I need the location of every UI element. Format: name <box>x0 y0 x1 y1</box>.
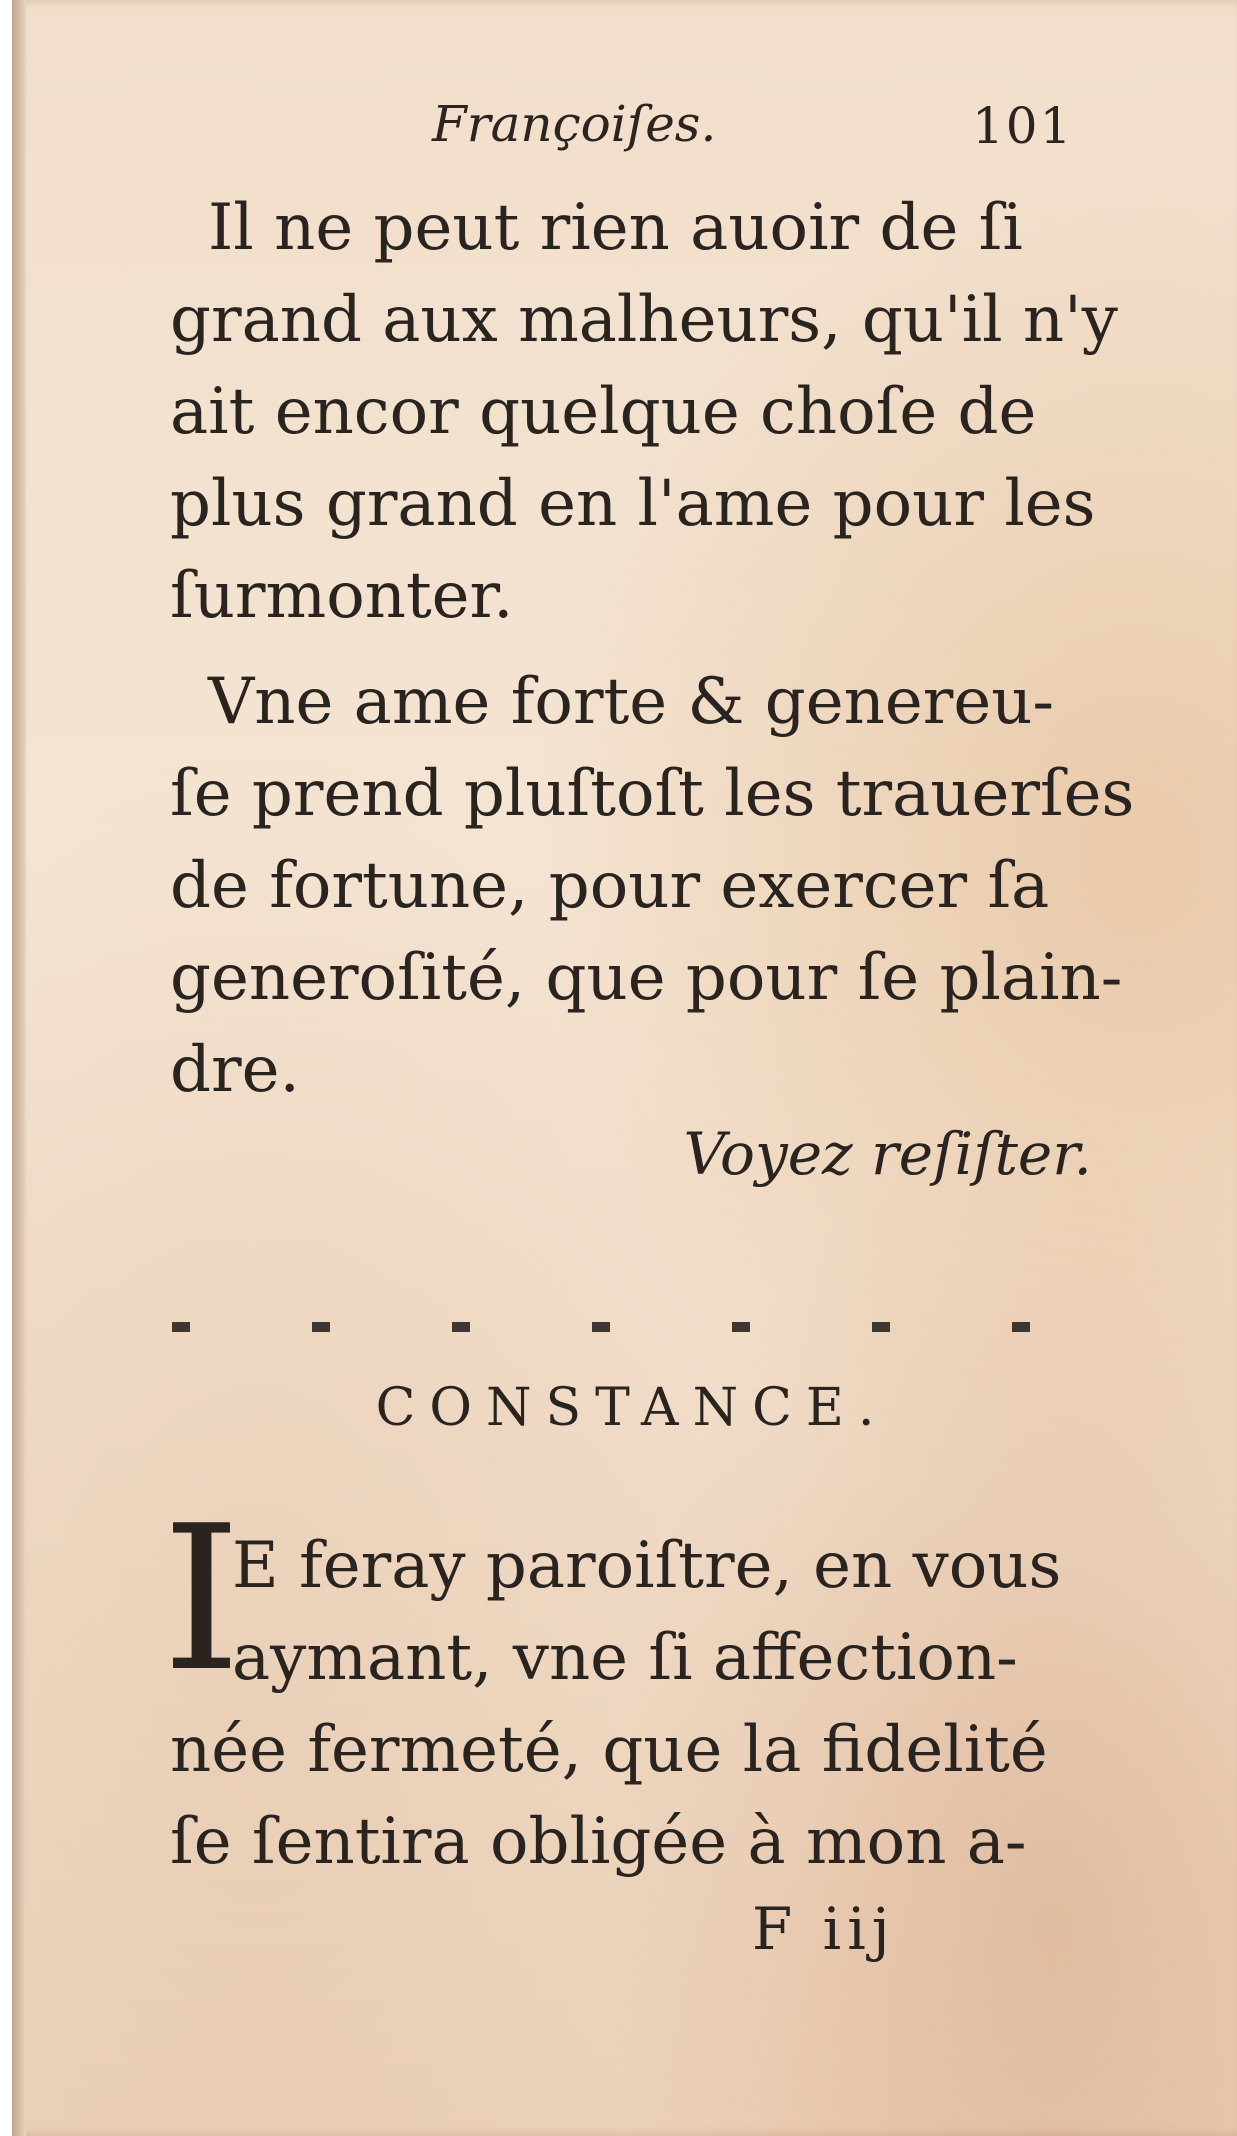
drop-cap: I <box>162 1483 242 1716</box>
text-line: ſe ſentira obligée à mon a- <box>170 1805 1027 1879</box>
text-line: ait encor quelque choſe de <box>170 375 1037 449</box>
text-line: née fermeté, que la fidelité <box>170 1713 1048 1787</box>
paragraph-3 <box>170 1520 1090 1888</box>
text-line: plus grand en l'ame pour les <box>170 467 1096 541</box>
text-line: ſe prend pluſtoſt les trauerſes <box>170 757 1135 831</box>
text-line: aymant, vne ſi affection- <box>232 1621 1018 1695</box>
book-page <box>12 0 1237 2136</box>
page-number: 101 <box>972 97 1074 155</box>
signature-mark: F iij <box>752 1895 896 1963</box>
section-title: CONSTANCE. <box>375 1378 889 1438</box>
cross-reference: Voyez reſiſter. <box>683 1120 1092 1188</box>
page-header <box>12 95 1237 185</box>
text-line: ſurmonter. <box>170 559 514 633</box>
page-gutter <box>12 0 26 2136</box>
running-head: Françoiſes. <box>432 95 717 153</box>
text-line: de fortune, pour exercer ſa <box>170 849 1050 923</box>
text-line: Il ne peut rien auoir de ſi <box>208 191 1023 265</box>
paragraph-2 <box>170 656 1135 1116</box>
text-line: Vne ame forte & genereu- <box>208 665 1055 739</box>
text-line: grand aux malheurs, qu'il n'y <box>170 283 1118 357</box>
section-divider-rule <box>172 1322 1092 1332</box>
text-line: dre. <box>170 1033 300 1107</box>
text-line: E feray paroiſtre, en vous <box>232 1529 1062 1603</box>
paragraph-1 <box>170 182 1118 642</box>
text-line: generoſité, que pour ſe plain- <box>170 941 1123 1015</box>
